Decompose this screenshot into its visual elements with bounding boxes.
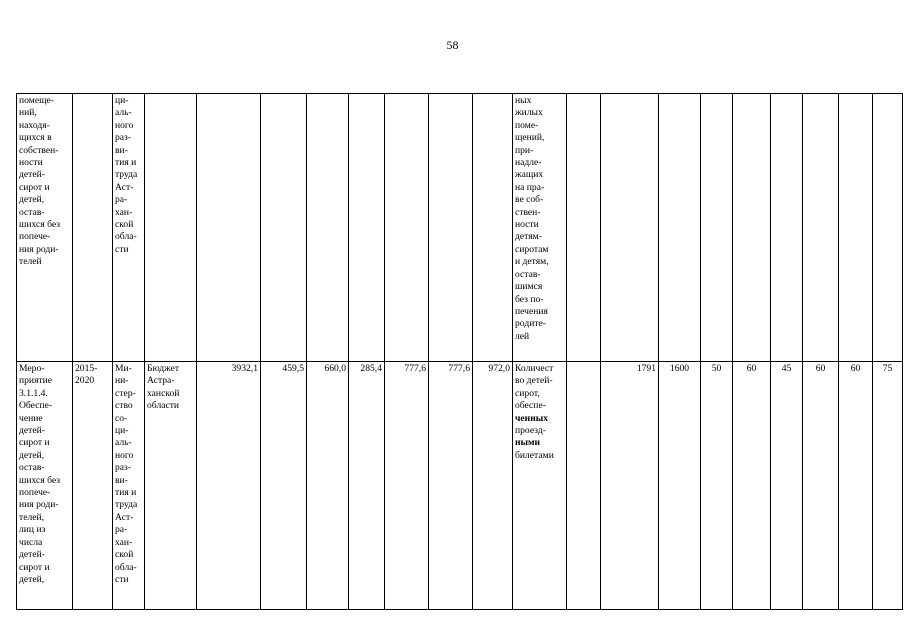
target-cell	[771, 94, 803, 362]
target-cell	[733, 94, 771, 362]
year-cell: 459,5	[261, 362, 307, 610]
source-cell: Бюджет Астра- ханской области	[145, 362, 197, 610]
indicator-text: проезд-	[515, 425, 546, 437]
total-cell	[197, 94, 261, 362]
executor-cell: Ми- ни- стер- ство со- ци- аль- ного раз- ви- тия и труда Аст- ра- хан- ской обла- сти	[113, 362, 145, 610]
target-cell: 60	[803, 362, 839, 610]
period-cell: 2015- 2020	[73, 362, 113, 610]
table-row	[17, 94, 903, 362]
base-value-cell: 1791	[601, 362, 659, 610]
indicator-cell	[513, 362, 567, 610]
target-cell: 50	[701, 362, 733, 610]
source-cell	[145, 94, 197, 362]
year-cell: 777,6	[385, 362, 429, 610]
indicator-cell: ных жилых поме- щений, при- надле- жащих на пра- ве соб- ствен- ности детям- сиротам и детям, остав- шимся без по- печения родите- лей	[513, 94, 567, 362]
indicator-text-bold: ченных	[515, 412, 549, 424]
indicator-text-bold: ными	[515, 437, 541, 449]
target-cell	[873, 94, 903, 362]
target-cell: 1600	[659, 362, 701, 610]
target-cell	[659, 94, 701, 362]
year-cell	[473, 94, 513, 362]
target-cell	[701, 94, 733, 362]
page-number: 58	[446, 38, 459, 52]
year-cell: 285,4	[349, 362, 385, 610]
program-table	[16, 93, 903, 610]
base-value-cell	[601, 94, 659, 362]
year-cell: 972,0	[473, 362, 513, 610]
year-cell	[307, 94, 349, 362]
executor-cell: ци- аль- ного раз- ви- тия и труда Аст- ра- хан- ской обла- сти	[113, 94, 145, 362]
table-row	[17, 362, 903, 610]
target-cell: 75	[873, 362, 903, 610]
total-cell: 3932,1	[197, 362, 261, 610]
year-cell: 777,6	[429, 362, 473, 610]
target-cell: 45	[771, 362, 803, 610]
unit-cell	[567, 94, 601, 362]
indicator-text: билетами	[515, 449, 554, 461]
period-cell	[73, 94, 113, 362]
target-cell: 60	[733, 362, 771, 610]
target-cell	[803, 94, 839, 362]
measure-name-cell: помеще- ний, находя- щихся в собствен- ности детей- сирот и детей, остав- шихся без попече- ния роди- телей	[17, 94, 73, 362]
year-cell	[349, 94, 385, 362]
unit-cell	[567, 362, 601, 610]
indicator-text: Количест во детей- сирот, обеспе-	[515, 363, 554, 412]
target-cell: 60	[839, 362, 873, 610]
target-cell	[839, 94, 873, 362]
year-cell	[385, 94, 429, 362]
measure-name-cell: Меро- приятие 3.1.1.4. Обеспе- чение детей- сирот и детей, остав- шихся без попече- ния роди- телей, лиц из числа детей- сирот и детей,	[17, 362, 73, 610]
year-cell: 660,0	[307, 362, 349, 610]
year-cell	[429, 94, 473, 362]
year-cell	[261, 94, 307, 362]
